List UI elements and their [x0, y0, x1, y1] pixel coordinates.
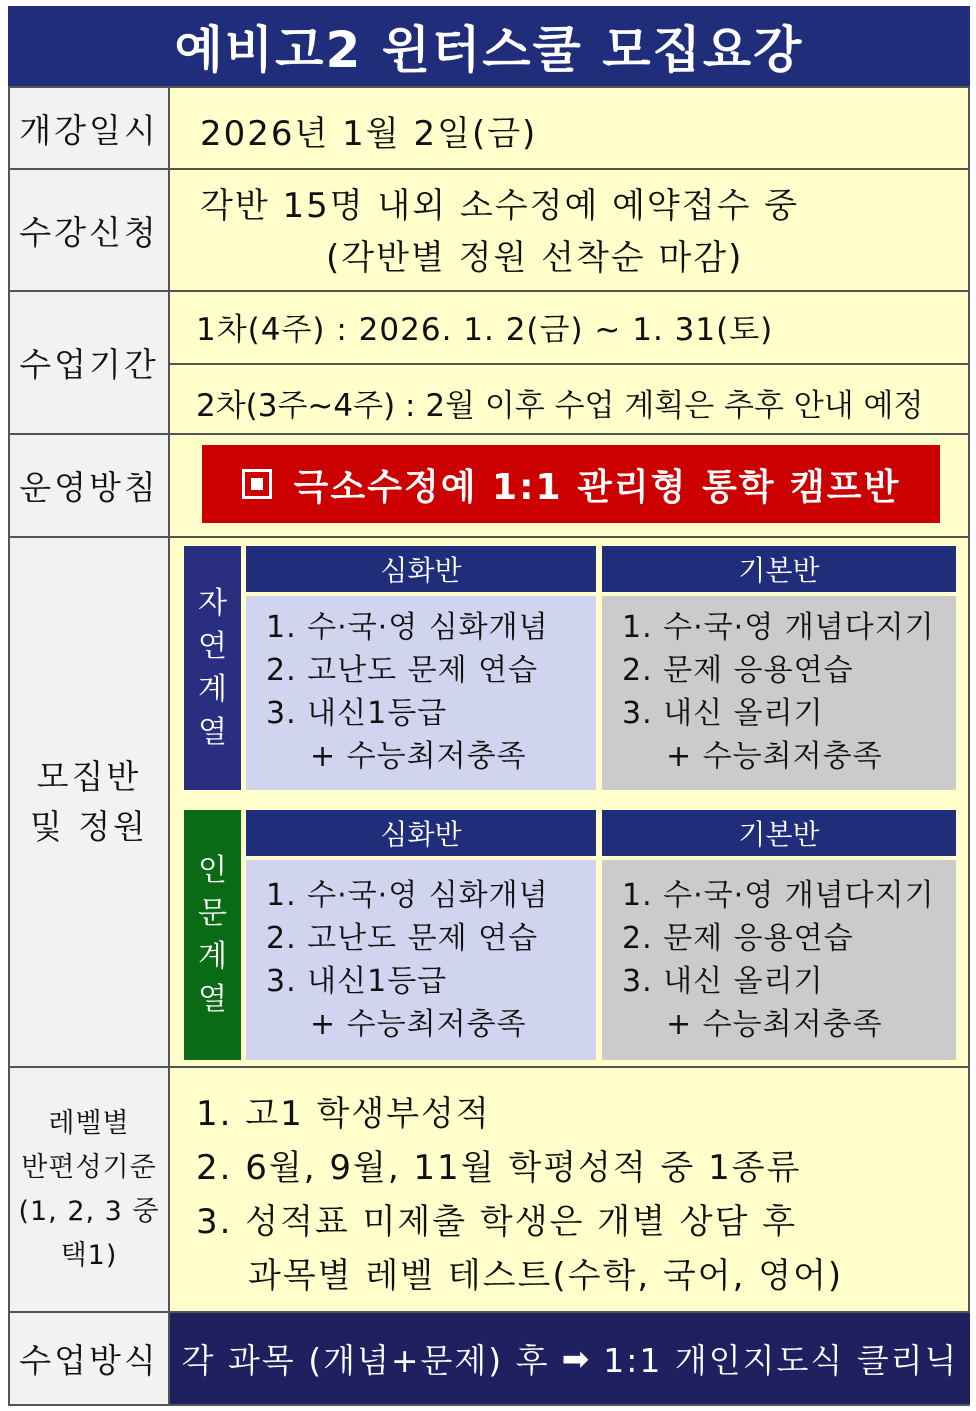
humanities-basic-body [602, 860, 956, 1060]
row-classes [8, 536, 970, 1066]
classes-label-line1: 모집반 [36, 757, 142, 796]
level-label-line2: 반편성기준 [21, 1151, 157, 1183]
classes-label-line2: 및 정원 [29, 807, 149, 846]
policy-label: 운영방침 [8, 435, 170, 536]
period-content [170, 292, 970, 433]
track-humanities-char-1: 인 [198, 853, 227, 888]
track-humanities-tag [184, 810, 241, 1060]
arrow-right-icon: ➡ [561, 1339, 592, 1378]
level-label-line4: 택1) [60, 1239, 118, 1271]
opening-label: 개강일시 [8, 88, 170, 168]
list-item: + 수능최저충족 [310, 739, 527, 774]
method-label: 수업방식 [8, 1313, 170, 1404]
page-title: 예비고2 윈터스쿨 모집요강 [8, 6, 970, 86]
list-item: + 수능최저충족 [666, 1007, 883, 1042]
list-item: 3. 내신1등급 [266, 696, 448, 731]
period-divider [170, 363, 970, 365]
classes-label [8, 538, 170, 1066]
list-item: 2. 문제 응용연습 [622, 653, 854, 688]
list-item: 1. 수·국·영 심화개념 [266, 610, 549, 645]
method-after: 1:1 개인지도식 클리닉 [603, 1341, 959, 1380]
period-line1: 1차(4주) : 2026. 1. 2(금) ~ 1. 31(토) [196, 312, 774, 348]
level-content [170, 1068, 970, 1311]
level-item-1: 1. 고1 학생부성적 [196, 1094, 491, 1134]
list-item: 1. 수·국·영 개념다지기 [622, 610, 935, 645]
period-label: 수업기간 [8, 292, 170, 433]
track-science-char-2: 연 [198, 629, 227, 664]
list-item: 2. 고난도 문제 연습 [266, 921, 539, 956]
track-humanities-char-3: 계 [198, 939, 227, 974]
list-item: 1. 수·국·영 개념다지기 [622, 878, 935, 913]
list-item: 3. 내신 올리기 [622, 696, 824, 731]
level-item-4: 과목별 레벨 테스트(수학, 국어, 영어) [248, 1256, 844, 1296]
list-item: + 수능최저충족 [310, 1007, 527, 1042]
policy-highlight [202, 445, 940, 523]
period-line2: 2차(3주~4주) : 2월 이후 수업 계획은 추후 안내 예정 [196, 388, 924, 424]
apply-content [170, 170, 970, 290]
opening-value: 2026년 1월 2일(금) [200, 114, 538, 154]
list-item: 3. 내신 올리기 [622, 964, 824, 999]
row-level [8, 1066, 970, 1311]
method-content [170, 1313, 970, 1404]
list-item: + 수능최저충족 [666, 739, 883, 774]
row-opening [8, 86, 970, 168]
method-before: 각 과목 (개념+문제) 후 [181, 1341, 550, 1380]
science-advanced-body [246, 596, 596, 790]
opening-content [170, 88, 970, 168]
track-science-tag [184, 546, 241, 790]
checkbox-square-icon [242, 469, 272, 499]
apply-label: 수강신청 [8, 170, 170, 290]
science-advanced-header: 심화반 [246, 546, 596, 592]
list-item: 2. 고난도 문제 연습 [266, 653, 539, 688]
track-science-char-3: 계 [198, 672, 227, 707]
science-basic-header: 기본반 [602, 546, 956, 592]
policy-value: 극소수정예 1:1 관리형 통학 캠프반 [293, 466, 901, 508]
science-basic-body [602, 596, 956, 790]
apply-line1: 각반 15명 내외 소수정예 예약접수 중 [200, 186, 800, 226]
level-label-line1: 레벨별 [48, 1107, 130, 1139]
policy-content [170, 435, 970, 536]
row-method [8, 1311, 970, 1406]
track-science-char-4: 열 [198, 715, 227, 750]
row-apply [8, 168, 970, 290]
classes-content [170, 538, 970, 1066]
list-item: 1. 수·국·영 심화개념 [266, 878, 549, 913]
list-item: 3. 내신1등급 [266, 964, 448, 999]
humanities-advanced-header: 심화반 [246, 810, 596, 856]
level-item-3: 3. 성적표 미제출 학생은 개별 상담 후 [196, 1202, 798, 1242]
level-item-2: 2. 6월, 9월, 11월 학평성적 중 1종류 [196, 1148, 802, 1188]
apply-line2: (각반별 정원 선착순 마감) [326, 238, 744, 278]
humanities-advanced-body [246, 860, 596, 1060]
track-humanities-char-2: 문 [198, 896, 227, 931]
humanities-basic-header: 기본반 [602, 810, 956, 856]
track-science-char-1: 자 [198, 586, 227, 621]
level-label-line3: (1, 2, 3 중 [18, 1195, 160, 1227]
row-period [8, 290, 970, 433]
level-label [8, 1068, 170, 1311]
row-policy [8, 433, 970, 536]
track-humanities-char-4: 열 [198, 982, 227, 1017]
list-item: 2. 문제 응용연습 [622, 921, 854, 956]
